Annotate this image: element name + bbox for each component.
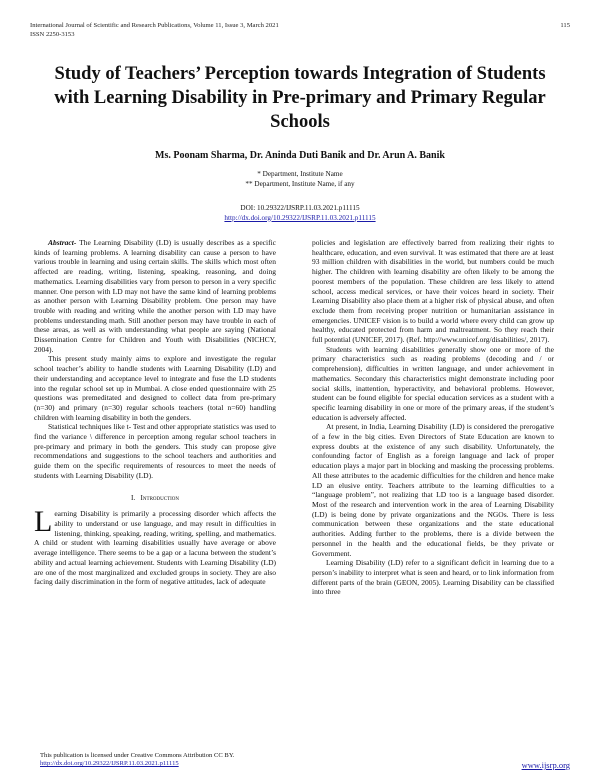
abstract-paragraph-2: This present study mainly aims to explore and investigate the regular school teacher’s ability to handle students with Learning Disability (LD) and their understanding and acceptance level to integrate and fuse the LD students into the regular school set up in Mumbai. A close ended questionnaire with 25 questions was premeditated and designed to collect data from pre-primary (n=30) and primary (n=30) regular schools teachers (total n=60) handling children with learning disability in both the genders. xyxy=(34,354,276,422)
section-heading-introduction xyxy=(34,494,276,504)
body-paragraph-1: policies and legislation are effectively barred from realizing their rights to healthcare, education, and even survival. It was estimated that there are at least 93 million children with disabilities in the world, but numbers could be much higher. The children with learning disability are often likely to be among the poorest members of the population. These children are less likely to attend school, access medical services, or have their voices heard in society. Their Learning Disability also place them at a higher risk of physical abuse, and often exclude them from receiving proper nutrition or humanitarian assistance in emergencies. UNICEF vision is to build a world where every child can grow up healthy, educated protected from harm and maltreatment. So they reach their full potential (UNICEF, 2017). (Ref. http://www.unicef.org/disabilities/, 2017). xyxy=(312,238,554,345)
intro-paragraph-1 xyxy=(34,505,276,587)
body-paragraph-4: Learning Disability (LD) refer to a significant deficit in learning due to a person’s inability to interpret what is seen and heard, or to link information from different parts of the brain (GEON, 2005). Learning Disability can be classified into three xyxy=(312,558,554,597)
abstract-label: Abstract- xyxy=(48,238,77,247)
drop-cap: L xyxy=(34,505,53,539)
abstract-paragraph-1 xyxy=(34,238,276,354)
section-numeral: I. xyxy=(130,493,136,502)
running-header xyxy=(30,22,279,39)
intro-text-1: earning Disability is primarily a processing disorder which affects the ability to understand or use language, and may result in difficulties in listening, thinking, speaking, reading, writing, spelling, and mathematics. A child or student with learning disabilities usually have average or above average intelligence. There seems to be a gap or a lacuna between the student’s ability and actual learning achievement. Students with Learning Disability (LD) are one of the most marginalized and excluded groups in society. They are also facing daily discrimination in the form of negative attitudes, lack of adequate xyxy=(34,509,276,587)
affiliations xyxy=(40,170,560,189)
issn: ISSN 2250-3153 xyxy=(30,30,75,38)
footer-doi-link[interactable]: http://dx.doi.org/10.29322/IJSRP.11.03.2021.p11115 xyxy=(40,760,179,768)
license-note: This publication is licensed under Creative Commons Attribution CC BY. xyxy=(40,752,235,759)
doi-text: DOI: 10.29322/IJSRP.11.03.2021.p11115 xyxy=(240,204,360,212)
section-title: Introduction xyxy=(140,493,180,502)
journal-website-link[interactable]: www.ijsrp.org xyxy=(521,760,570,770)
paper-title: Study of Teachers’ Perception towards Integration of Students with Learning Disability in Pre-primary and Primary Regular Schools xyxy=(54,64,546,132)
page-number: 115 xyxy=(560,22,570,29)
right-column xyxy=(312,238,554,597)
doi-link[interactable]: http://dx.doi.org/10.29322/IJSRP.11.03.2021.p11115 xyxy=(224,213,376,222)
body-paragraph-3: At present, in India, Learning Disability (LD) is considered the prerogative of a few in the big cities. Even Directors of State Education are known to express doubts at the existence of any such disability. Unfortunately, the confounding factor of English as a foreign language and lack of proper education plays a major part in blocking and masking the processing problems. All these attributes to the academic difficulties for the children and hence make LD an elusive entity. Teachers attribute to the learning difficulties to a “language problem”, not realizing that LD too is a language based disorder. Most of the research and intervention work in the area of Learning Disability (LD) is being done by private organizations and the NGOs. There is less communication between these organizations and the state educational authorities. Adding further to the problems, there is a divide between the personnel in the health and the educational fields, be they private or Government. xyxy=(312,422,554,558)
body-paragraph-2: Students with learning disabilities generally show one or more of the primary characteristics such as reading problems (decoding and / or comprehension), difficulties in written language, and under achievement in mathematics. Secondary this characteristics might demonstrate including poor social skills, inattention, hyperactivity, and behavioral problems. However, student can be found eligible for special education services as a student with a specific learning disability in one or more of the primary areas, if the student’s education is adversely affected. xyxy=(312,344,554,422)
affiliation-2: ** Department, Institute Name, if any xyxy=(245,179,355,188)
author-list: Ms. Poonam Sharma, Dr. Aninda Duti Banik and Dr. Arun A. Banik xyxy=(155,150,445,161)
abstract-text-1: The Learning Disability (LD) is usually describes as a specific kinds of learning problems. A learning disability can cause a person to have various trouble in learning and using certain skills. The skills which most often affected are reading, writing, listening, speaking, reasoning, and doing mathematics. Learning disabilities vary from person to person in a very specific manner. One person with LD may not have the same kind of learning problems as another person with Learning Disability problem. One person may have trouble with reading and writing while the another person with LD may have problems understanding math. Still another person may have trouble in each of these areas, as well as with understanding what people are saying (National Dissemination Centre for Children and Youth with Disabilities (NICHCY, 2004). xyxy=(34,238,276,354)
footer-left xyxy=(40,752,234,769)
left-column xyxy=(34,238,276,587)
abstract-paragraph-3: Statistical techniques like t- Test and other appropriate statistics was used to find the variance \ difference in perception among regular school teachers in pre-primary and primary in both the genders. This study can propose give recommendations and suggestions to the school teachers and authorities and guide them on the specific requirements of resources to meet the needs of students with Learning Disability (LD). xyxy=(34,422,276,480)
affiliation-1: * Department, Institute Name xyxy=(257,170,343,178)
doi-block xyxy=(40,204,560,223)
journal-name: International Journal of Scientific and Research Publications, Volume 11, Issue 3, March 2021 xyxy=(30,22,279,29)
